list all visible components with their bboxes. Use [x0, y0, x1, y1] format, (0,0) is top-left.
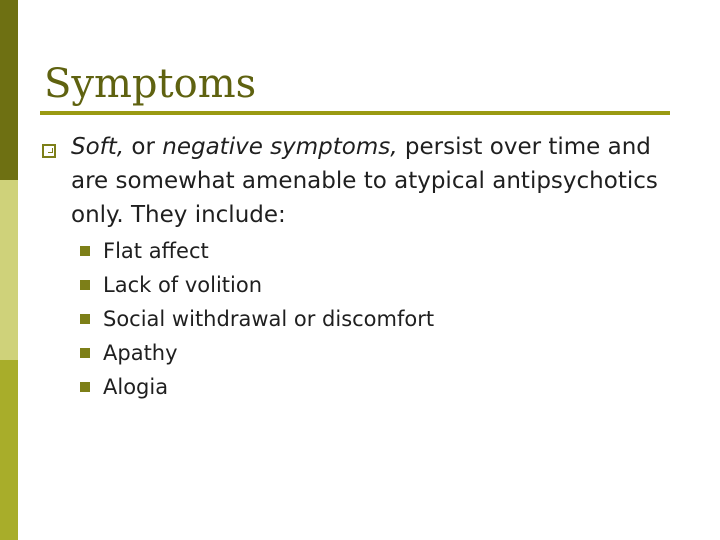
- left-accent-bar-middle: [0, 180, 18, 360]
- page-title: Symptoms: [44, 61, 257, 107]
- main-bullet-italic-soft: Soft,: [71, 134, 125, 160]
- square-bullet-icon: [80, 348, 90, 358]
- list-item-label: Alogia: [103, 375, 169, 399]
- left-accent-bar-bottom: [0, 360, 18, 540]
- list-item-label: Flat affect: [103, 239, 209, 263]
- list-item: [80, 370, 600, 404]
- list-item-label: Lack of volition: [103, 273, 263, 297]
- list-item: [80, 336, 600, 370]
- list-item: [80, 268, 600, 302]
- left-accent-bar: [0, 0, 18, 540]
- main-bullet-text-or: or: [124, 134, 163, 160]
- main-bullet-text-rest: persist over time and are somewhat amenable to atypical antipsychotics only. They include:: [71, 134, 658, 228]
- symptom-sub-list: [80, 234, 600, 404]
- square-bullet-icon: [80, 314, 90, 324]
- title-underline: [40, 111, 670, 115]
- square-bullet-icon: [80, 382, 90, 392]
- square-bullet-icon: [80, 246, 90, 256]
- list-item: [80, 234, 600, 268]
- checkbox-bullet-icon: [42, 144, 56, 158]
- list-item-label: Apathy: [103, 341, 178, 365]
- left-accent-bar-top: [0, 0, 18, 180]
- square-bullet-icon: [80, 280, 90, 290]
- main-bullet-text: [71, 130, 681, 232]
- list-item-label: Social withdrawal or discomfort: [103, 307, 435, 331]
- list-item: [80, 302, 600, 336]
- main-bullet-italic-negative: negative symptoms,: [162, 134, 398, 160]
